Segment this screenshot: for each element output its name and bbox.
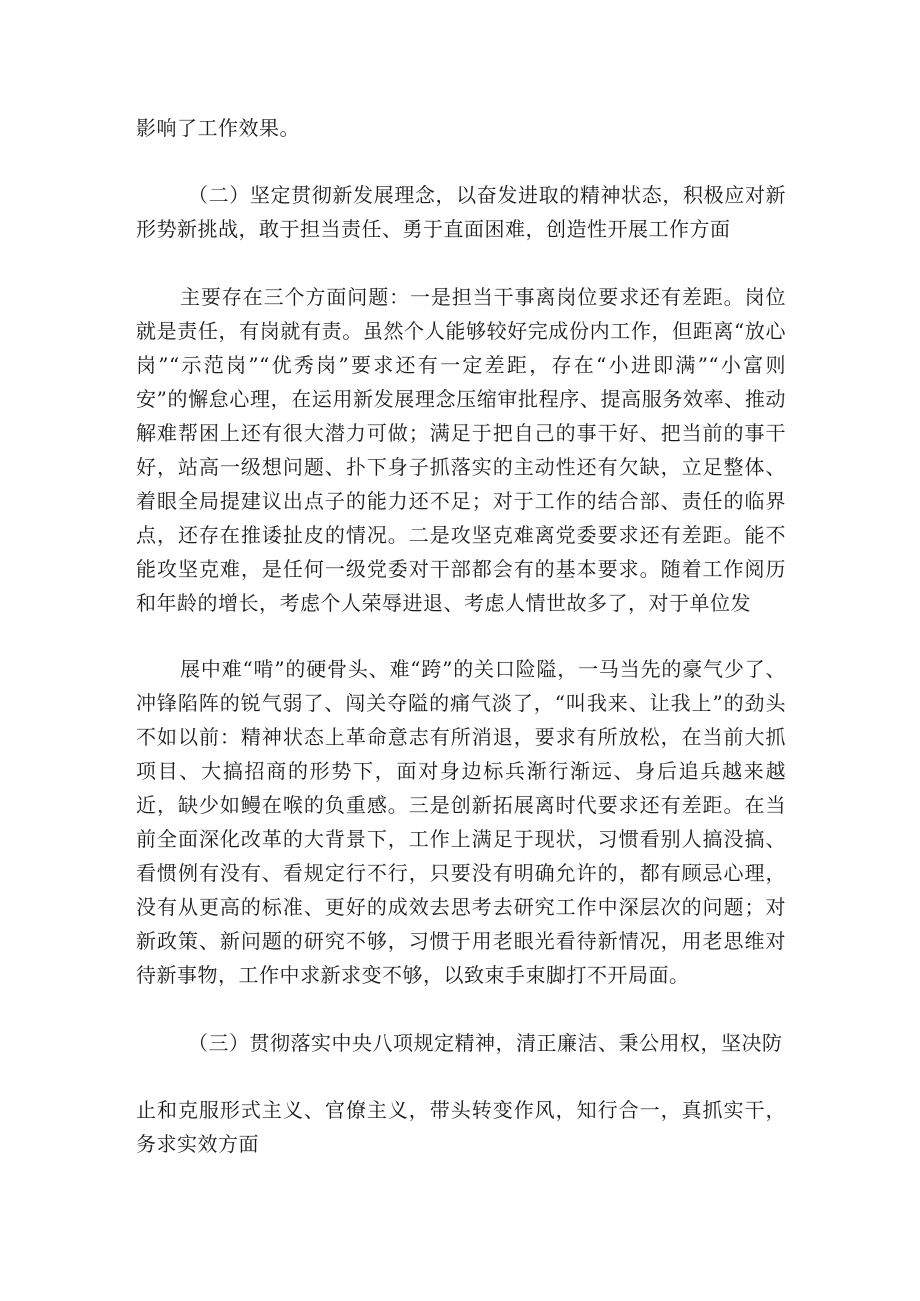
body-paragraph-1: 主要存在三个方面问题：一是担当干事离岗位要求还有差距。岗位就是责任，有岗就有责。虽然个人能够较好完成份内工作，但距离“放心岗”“示范岗”“优秀岗”要求还有一定差距，存在“小进即满”“小富则安”的懈怠心理，在运用新发展理念压缩审批程序、提高服务效率、推动解难帮困上还有很大潜力可做；满足于把自己的事干好、把当前的事干好，站高一级想问题、扑下身子抓落实的主动性还有欠缺，立足整体、着眼全局提建议出点子的能力还不足；对于工作的结合部、责任的临界点，还存在推诿扯皮的情况。二是攻坚克难离党委要求还有差距。能不能攻坚克难，是任何一级党委对干部都会有的基本要求。随着工作阅历和年龄的增长，考虑个人荣辱进退、考虑人情世故多了，对于单位发	[136, 285, 786, 615]
section-heading-2: （二）坚定贯彻新发展理念，以奋发进取的精神状态，积极应对新形势新挑战，敢于担当责任、勇于直面困难，创造性开展工作方面	[136, 183, 786, 241]
section-heading-3: （三）贯彻落实中央八项规定精神，清正廉洁、秉公用权，坚决防	[188, 1031, 783, 1055]
body-paragraph-2: 展中难“啃”的硬骨头、难“跨”的关口险隘，一马当先的豪气少了、冲锋陷阵的锐气弱了、闯关夺隘的痛气淡了，“叫我来、让我上”的劲头不如以前：精神状态上革命意志有所消退，要求有所放松，在当前大抓项目、大搞招商的形势下，面对身边标兵渐行渐远、身后追兵越来越近，缺少如鳗在喉的负重感。三是创新拓展离时代要求还有差距。在当前全面深化改革的大背景下，工作上满足于现状，习惯看别人搞没搞、看惯例有没有、看规定行不行，只要没有明确允许的，都有顾忌心理，没有从更高的标准、更好的成效去思考去研究工作中深层次的问题；对新政策、新问题的研究不够，习惯于用老眼光看待新情况，用老思维对待新事物，工作中求新求变不够，以致束手束脚打不开局面。	[136, 657, 786, 987]
section-heading-3-continuation: 止和克服形式主义、官僚主义，带头转变作风，知行合一，真抓实干，务求实效方面	[136, 1098, 786, 1156]
paragraph-continuation: 影响了工作效果。	[136, 116, 300, 140]
